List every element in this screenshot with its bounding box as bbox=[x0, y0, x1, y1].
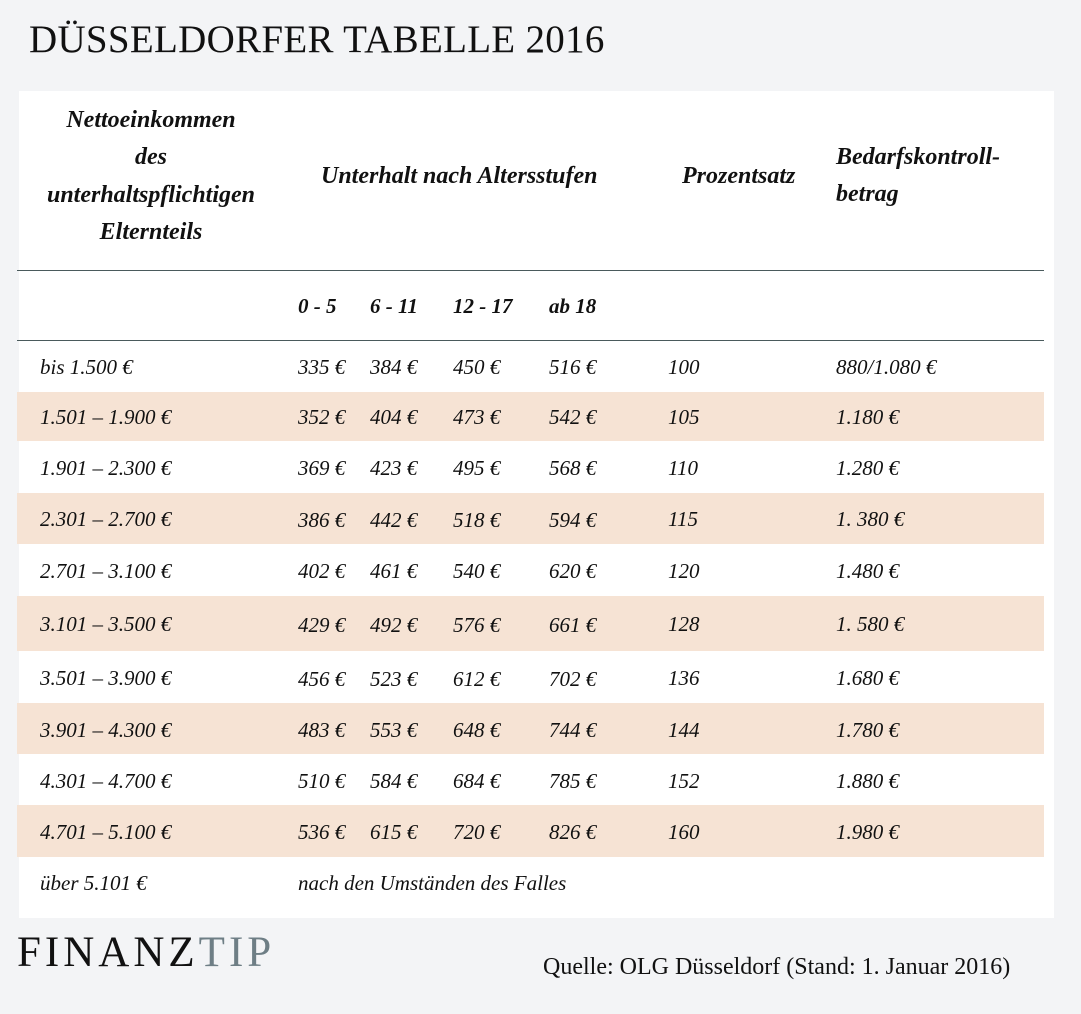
control-cell: 1.480 € bbox=[836, 559, 899, 583]
percent-cell: 105 bbox=[668, 405, 700, 429]
logo-finanz: FINANZ bbox=[17, 929, 199, 976]
amount-cell: 352 € bbox=[298, 405, 346, 429]
amount-cell: 404 € bbox=[370, 405, 418, 429]
amount-cell: 536 € bbox=[298, 820, 346, 844]
amount-cell: 384 € bbox=[370, 355, 418, 379]
percent-cell: 152 bbox=[668, 769, 700, 793]
note-cell: nach den Umständen des Falles bbox=[298, 871, 567, 895]
income-cell: 3.101 – 3.500 € bbox=[40, 612, 172, 636]
amount-cell: 542 € bbox=[549, 405, 597, 429]
amount-cell: 495 € bbox=[453, 456, 501, 480]
control-cell: 1. 580 € bbox=[836, 612, 905, 636]
amount-cell: 553 € bbox=[370, 718, 418, 742]
amount-cell: 461 € bbox=[370, 559, 418, 583]
control-cell: 1.680 € bbox=[836, 666, 899, 690]
amount-cell: 429 € bbox=[298, 613, 346, 637]
amount-cell: 584 € bbox=[370, 769, 418, 793]
amount-cell: 615 € bbox=[370, 820, 418, 844]
amount-cell: 523 € bbox=[370, 667, 418, 691]
income-cell: 2.301 – 2.700 € bbox=[40, 507, 172, 531]
amount-cell: 442 € bbox=[370, 508, 418, 532]
amount-cell: 516 € bbox=[549, 355, 597, 379]
bracket-18: ab 18 bbox=[549, 294, 597, 318]
control-cell: 1.180 € bbox=[836, 405, 899, 429]
subheader-divider bbox=[17, 340, 1044, 341]
control-cell: 1.780 € bbox=[836, 718, 899, 742]
income-cell: über 5.101 € bbox=[40, 871, 147, 895]
amount-cell: 576 € bbox=[453, 613, 501, 637]
amount-cell: 510 € bbox=[298, 769, 346, 793]
source-note: Quelle: OLG Düsseldorf (Stand: 1. Januar 2016) bbox=[543, 954, 1011, 980]
amount-cell: 568 € bbox=[549, 456, 597, 480]
amount-cell: 423 € bbox=[370, 456, 418, 480]
amount-cell: 720 € bbox=[453, 820, 501, 844]
income-cell: 4.301 – 4.700 € bbox=[40, 769, 172, 793]
amount-cell: 785 € bbox=[549, 769, 597, 793]
income-cell: 4.701 – 5.100 € bbox=[40, 820, 172, 844]
bracket-6-11: 6 - 11 bbox=[370, 294, 418, 318]
income-cell: 1.901 – 2.300 € bbox=[40, 456, 172, 480]
percent-cell: 120 bbox=[668, 559, 700, 583]
header-income-line: unterhaltspflichtigen bbox=[46, 182, 256, 208]
income-cell: 2.701 – 3.100 € bbox=[40, 559, 172, 583]
income-cell: 3.501 – 3.900 € bbox=[40, 666, 172, 690]
amount-cell: 450 € bbox=[453, 355, 501, 379]
percent-cell: 144 bbox=[668, 718, 700, 742]
amount-cell: 648 € bbox=[453, 718, 501, 742]
income-cell: 1.501 – 1.900 € bbox=[40, 405, 172, 429]
amount-cell: 620 € bbox=[549, 559, 597, 583]
percent-cell: 160 bbox=[668, 820, 700, 844]
amount-cell: 661 € bbox=[549, 613, 597, 637]
logo-tip: TIP bbox=[198, 929, 276, 976]
header-income-line: des bbox=[135, 144, 167, 170]
percent-cell: 100 bbox=[668, 355, 700, 379]
amount-cell: 492 € bbox=[370, 613, 418, 637]
percent-cell: 115 bbox=[668, 507, 698, 531]
amount-cell: 473 € bbox=[453, 405, 501, 429]
percent-cell: 128 bbox=[668, 612, 700, 636]
amount-cell: 402 € bbox=[298, 559, 346, 583]
header-percent: Prozentsatz bbox=[682, 163, 796, 189]
control-cell: 1.280 € bbox=[836, 456, 899, 480]
amount-cell: 702 € bbox=[549, 667, 597, 691]
header-income-line: Nettoeinkommen bbox=[66, 107, 236, 133]
amount-cell: 518 € bbox=[453, 508, 501, 532]
amount-cell: 335 € bbox=[298, 355, 346, 379]
control-cell: 1.980 € bbox=[836, 820, 899, 844]
amount-cell: 612 € bbox=[453, 667, 501, 691]
header-control-line: betrag bbox=[836, 181, 899, 207]
header-age-groups: Unterhalt nach Altersstufen bbox=[321, 163, 598, 189]
header-income-line: Elternteils bbox=[99, 219, 203, 245]
amount-cell: 456 € bbox=[298, 667, 346, 691]
control-cell: 880/1.080 € bbox=[836, 355, 937, 379]
income-cell: bis 1.500 € bbox=[40, 355, 133, 379]
amount-cell: 594 € bbox=[549, 508, 597, 532]
page-title: DÜSSELDORFER TABELLE 2016 bbox=[29, 18, 605, 61]
amount-cell: 386 € bbox=[298, 508, 346, 532]
control-cell: 1.880 € bbox=[836, 769, 899, 793]
amount-cell: 540 € bbox=[453, 559, 501, 583]
amount-cell: 826 € bbox=[549, 820, 597, 844]
bracket-0-5: 0 - 5 bbox=[298, 294, 337, 318]
percent-cell: 110 bbox=[668, 456, 698, 480]
income-cell: 3.901 – 4.300 € bbox=[40, 718, 172, 742]
header-control-line: Bedarfskontroll- bbox=[836, 144, 1001, 170]
bracket-12-17: 12 - 17 bbox=[453, 294, 513, 318]
amount-cell: 744 € bbox=[549, 718, 597, 742]
amount-cell: 684 € bbox=[453, 769, 501, 793]
amount-cell: 369 € bbox=[298, 456, 346, 480]
percent-cell: 136 bbox=[668, 666, 700, 690]
finanztip-logo bbox=[17, 930, 275, 976]
header-divider bbox=[17, 270, 1044, 271]
control-cell: 1. 380 € bbox=[836, 507, 905, 531]
amount-cell: 483 € bbox=[298, 718, 346, 742]
